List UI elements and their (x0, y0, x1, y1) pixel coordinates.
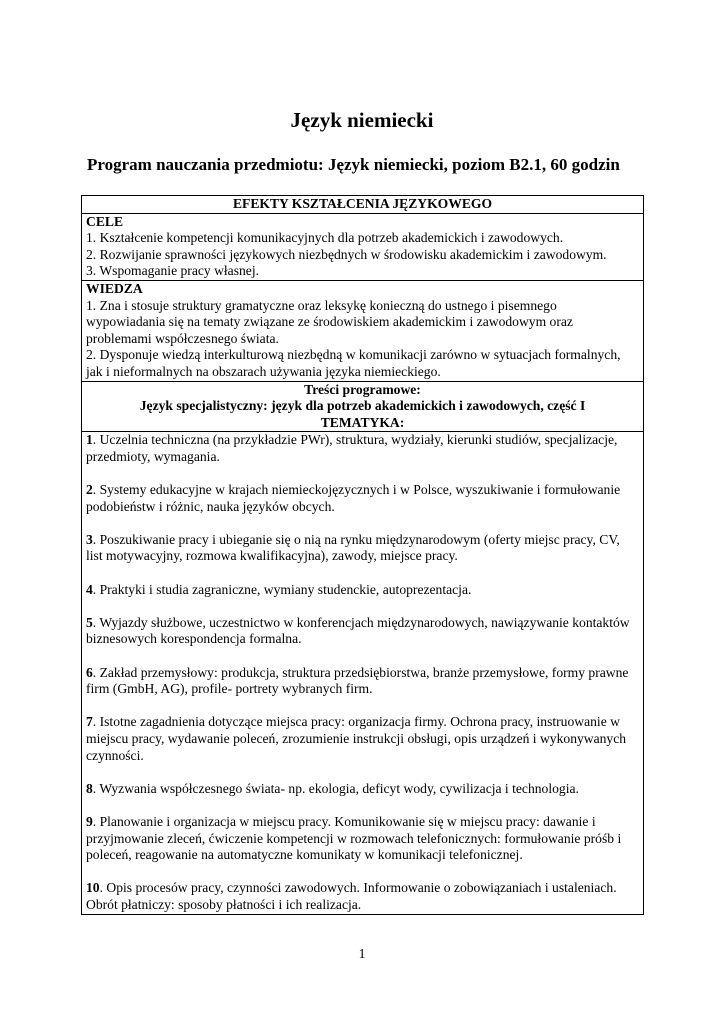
goals-label: CELE (86, 213, 124, 229)
table-header-row (82, 196, 644, 214)
topic-item (86, 615, 639, 648)
knowledge-item: 2. Dysponuje wiedzą interkulturową niezbędną w komunikacji zarówno w sytuacjach formalnych, jak i nieformalnych na obszarach używania języka niemieckiego. (86, 347, 621, 379)
knowledge-row (82, 280, 644, 381)
topic-number: 10 (86, 880, 100, 896)
topic-item (86, 665, 639, 698)
topic-number: 8 (86, 780, 93, 796)
program-contents-label: Treści programowe: (304, 381, 421, 397)
topic-item (86, 814, 639, 864)
topics-cell (82, 432, 644, 914)
topics-label: TEMATYKA: (320, 414, 405, 430)
topic-text: . Uczelnia techniczna (na przykładzie PWr), struktura, wydziały, kierunki studiów, specjalizacje, przedmioty, wymagania. (86, 432, 618, 464)
program-header-cell (82, 381, 644, 432)
topic-number: 3 (86, 531, 93, 547)
knowledge-cell (82, 280, 644, 381)
topic-item (86, 582, 639, 599)
learning-outcomes-table (81, 195, 644, 915)
topic-number: 2 (86, 482, 93, 498)
topic-item (86, 432, 639, 465)
page-title: Język niemiecki (290, 108, 434, 132)
goals-cell (82, 213, 644, 280)
topic-number: 5 (86, 614, 93, 630)
topic-text: . Wyzwania współczesnego świata- np. ekologia, deficyt wody, cywilizacja i technologia. (92, 780, 579, 796)
topic-text: . Systemy edukacyjne w krajach niemieckojęzycznych i w Polsce, wyszukiwanie i formułowanie podobieństw i różnic, nauka języków obcych. (86, 482, 621, 514)
topic-item (86, 781, 639, 798)
topic-text: . Opis procesów pracy, czynności zawodowych. Informowanie o zobowiązaniach i ustaleniach. Obrót płatniczy: sposoby płatności i ich realizacja. (86, 880, 617, 912)
topic-item (86, 482, 639, 515)
topic-number: 7 (86, 714, 93, 730)
topic-text: . Wyjazdy służbowe, uczestnictwo w konferencjach międzynarodowych, nawiązywanie kontaktów biznesowych korespondencja formalna. (86, 614, 630, 647)
topic-text: . Istotne zagadnienia dotyczące miejsca pracy: organizacja firmy. Ochrona pracy, instruowanie w miejscu pracy, wydawanie poleceń, zrozumienie instrukcji obsługi, opis urządzeń i wykonywanych czynności. (86, 714, 627, 763)
topic-number: 9 (86, 813, 93, 829)
knowledge-item: 1. Zna i stosuje struktury gramatyczne oraz leksykę konieczną do ustnego i pisemnego wypowiadania się na tematy związane ze środowiskiem akademickim i zawodowym oraz problemami współczesnego świata. (86, 297, 573, 346)
topic-number: 6 (86, 664, 93, 680)
topic-text: . Zakład przemysłowy: produkcja, struktura przedsiębiorstwa, branże przemysłowe, formy prawne firm (GmbH, AG), profile- portrety wybranych firm. (86, 664, 629, 697)
topic-text: . Poszukiwanie pracy i ubieganie się o nią na rynku międzynarodowym (oferty miejsc pracy, CV, list motywacyjny, rozmowa kwalifikacyjna), zawody, miejsce pracy. (86, 531, 620, 564)
table-header-cell: EFEKTY KSZTAŁCENIA JĘZYKOWEGO (82, 196, 644, 214)
topic-item (86, 714, 639, 764)
page-number: 1 (358, 946, 366, 961)
goal-item: 3. Wspomaganie pracy własnej. (86, 263, 260, 279)
goal-item: 2. Rozwijanie sprawności językowych niezbędnych w środowisku akademickim i zawodowym. (86, 246, 607, 262)
topic-number: 4 (86, 581, 93, 597)
document-subtitle: Program nauczania przedmiotu: Język niemiecki, poziom B2.1, 60 godzin (87, 155, 620, 174)
topic-item (86, 880, 639, 913)
topic-text: . Planowanie i organizacja w miejscu pracy. Komunikowanie się w miejscu pracy: dawanie i przyjmowanie zleceń, ćwiczenie kompetencji w rozmowach telefonicznych: formułowanie próśb i poleceń, reagowanie na automatyczne komunikaty w komunikacji telefonicznej. (86, 813, 622, 863)
program-language-label: Język specjalistyczny: język dla potrzeb akademickich i zawodowych, część I (139, 398, 586, 414)
knowledge-label: WIEDZA (86, 280, 143, 296)
topic-number: 1 (86, 432, 93, 448)
topics-row (82, 432, 644, 914)
topic-text: . Praktyki i studia zagraniczne, wymiany studenckie, autoprezentacja. (92, 581, 472, 597)
goals-row (82, 213, 644, 280)
goal-item: 1. Kształcenie kompetencji komunikacyjnych dla potrzeb akademickich i zawodowych. (86, 230, 564, 246)
program-header-row (82, 381, 644, 432)
topic-item (86, 532, 639, 565)
